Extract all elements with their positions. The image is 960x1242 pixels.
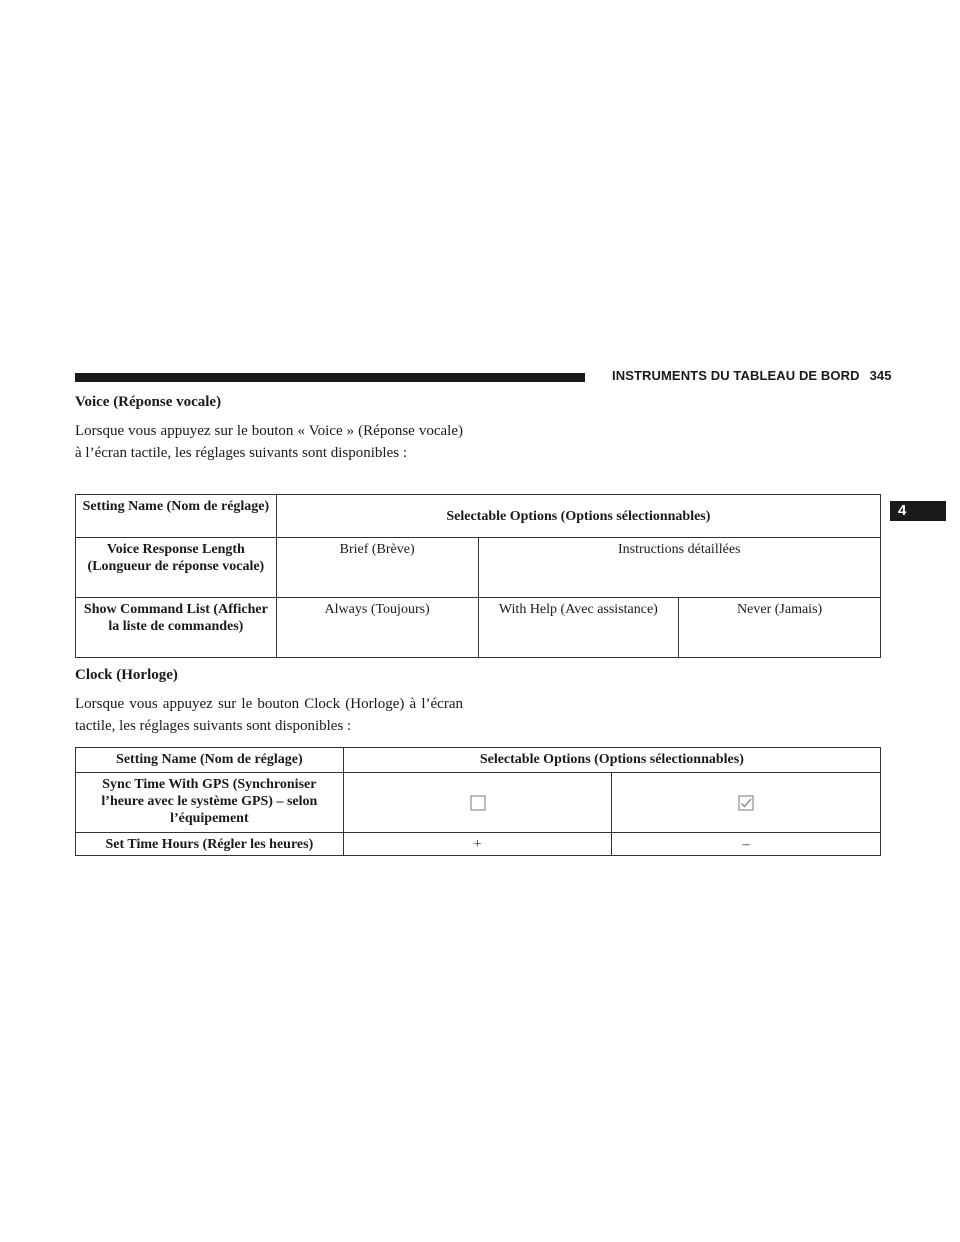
running-header [612,368,892,383]
setting-name: Show Command List (Afficher la liste de commandes) [76,598,277,658]
page-number: 345 [869,368,892,383]
option-cell: With Help (Avec assistance) [478,598,679,658]
option-cell: – [612,833,881,856]
col-header-options: Selectable Options (Options sélectionnables) [343,748,880,773]
option-cell: + [343,833,612,856]
voice-settings-table [75,494,881,658]
setting-name: Set Time Hours (Régler les heures) [76,833,344,856]
col-header-options: Selectable Options (Options sélectionnables) [276,495,880,538]
option-cell [343,773,612,833]
table-row [76,598,881,658]
header-rule [75,373,585,382]
option-cell: Always (Toujours) [276,598,478,658]
table-row [76,538,881,598]
clock-section-title: Clock (Horloge) [75,667,178,683]
chapter-tab: 4 [890,501,946,521]
col-header-setting: Setting Name (Nom de réglage) [76,748,344,773]
option-cell [612,773,881,833]
clock-settings-table [75,747,881,856]
option-cell: Instructions détaillées [478,538,880,598]
col-header-setting: Setting Name (Nom de réglage) [76,495,277,538]
checked-box-icon [738,795,754,811]
setting-name: Sync Time With GPS (Synchroniser l’heure avec le système GPS) – selon l’équipement [76,773,344,833]
setting-name: Voice Response Length (Longueur de réponse vocale) [76,538,277,598]
option-cell: Never (Jamais) [679,598,881,658]
table-row [76,773,881,833]
clock-intro: Lorsque vous appuyez sur le bouton Clock (Horloge) à l’écran tactile, les réglages suivants sont disponibles : [75,696,463,734]
voice-section-title: Voice (Réponse vocale) [75,394,222,410]
table-row [76,833,881,856]
voice-intro: Lorsque vous appuyez sur le bouton « Voice » (Réponse vocale) à l’écran tactile, les réglages suivants sont disponibles : [75,423,463,461]
unchecked-box-icon [470,795,486,811]
option-cell: Brief (Brève) [276,538,478,598]
header-title: INSTRUMENTS DU TABLEAU DE BORD [612,368,860,383]
